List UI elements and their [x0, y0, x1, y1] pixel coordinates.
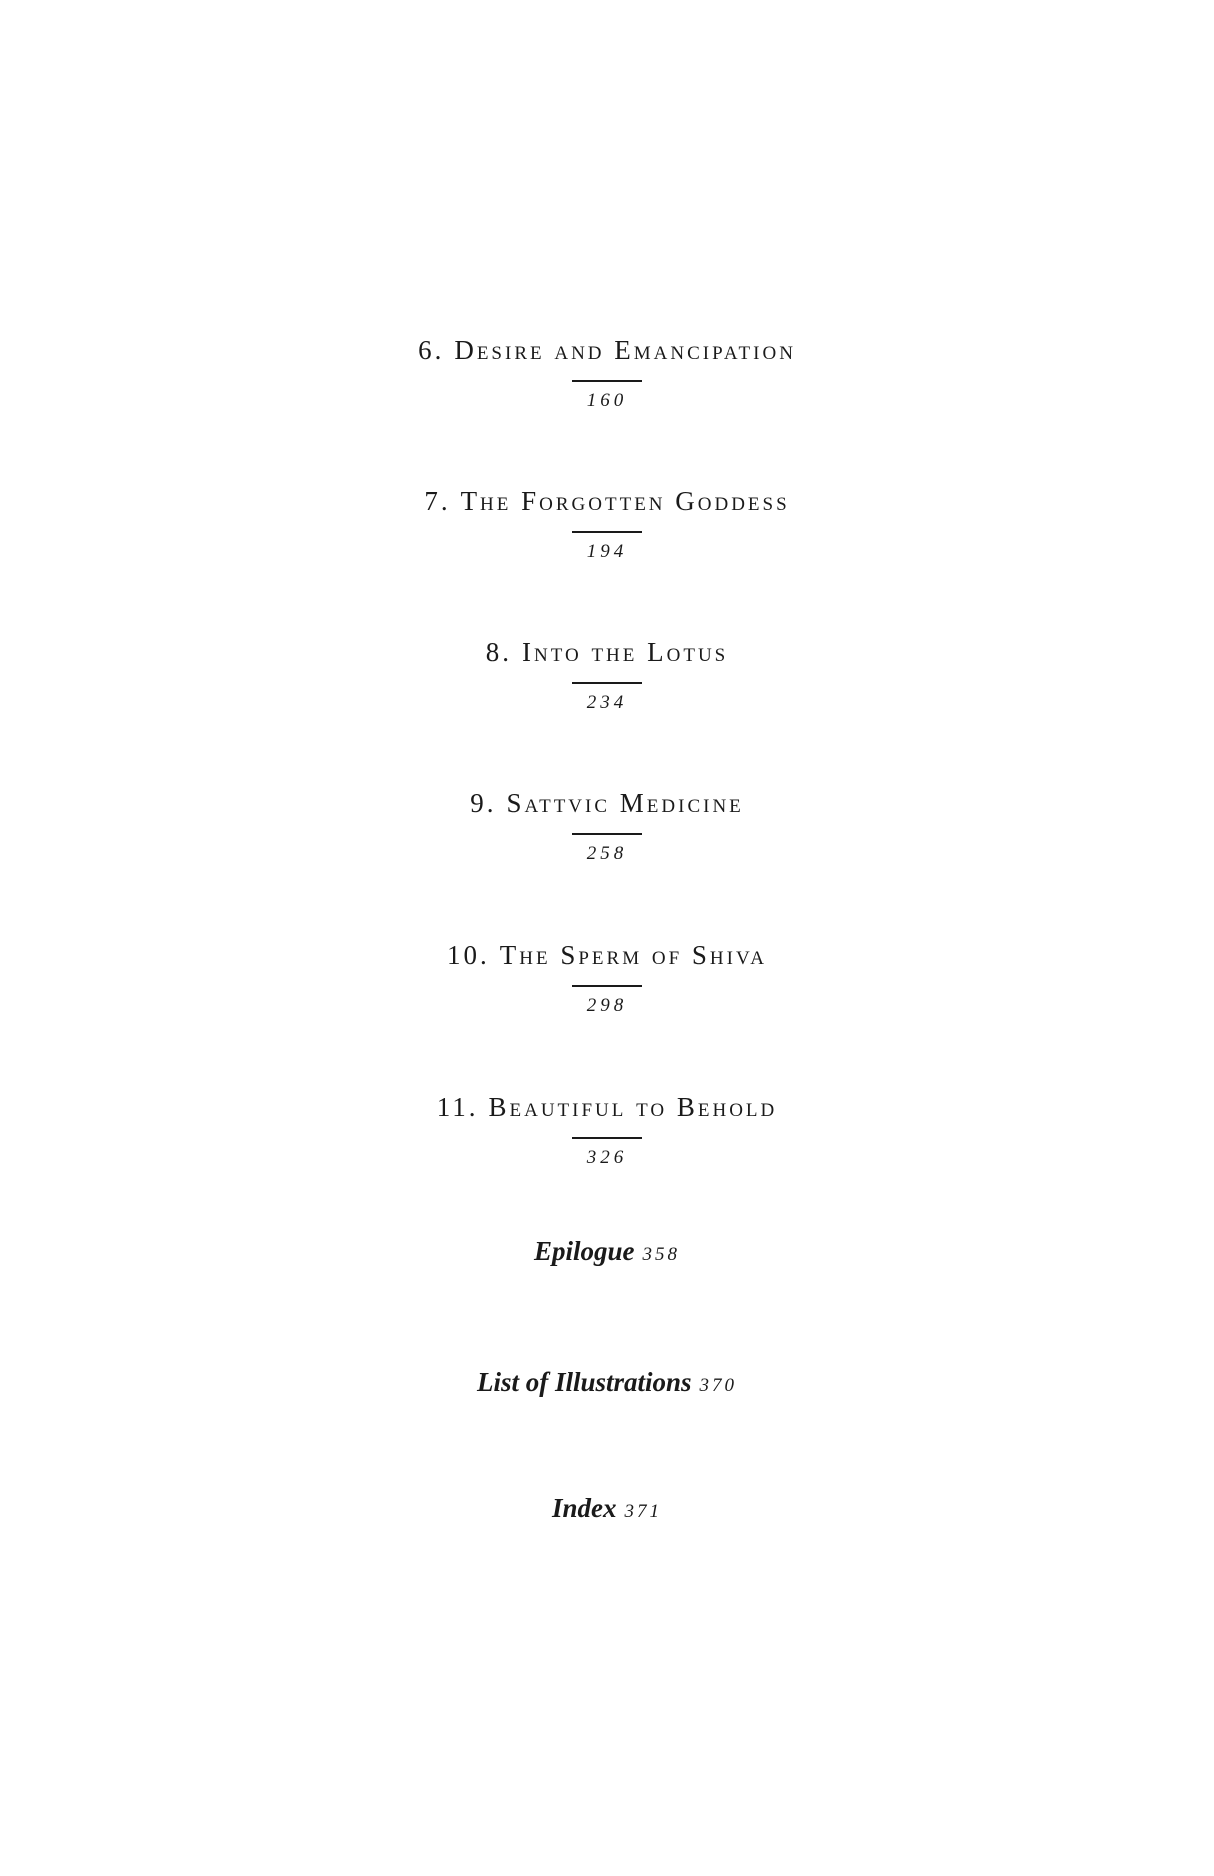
back-matter-title: Index: [551, 1493, 617, 1523]
chapter-title: [0, 335, 1214, 366]
toc-entry-chapter-7: [0, 486, 1214, 563]
chapter-name: Beautiful to Behold: [488, 1092, 778, 1122]
chapter-name: The Sperm of Shiva: [499, 940, 767, 970]
toc-entry-list-of-illustrations: [0, 1367, 1214, 1398]
chapter-page-number: 258: [586, 843, 628, 864]
chapter-title: [0, 788, 1214, 819]
divider-rule: [572, 833, 642, 835]
back-matter-page-number: 370: [699, 1375, 738, 1396]
chapter-name: The Forgotten Goddess: [460, 486, 790, 516]
back-matter-title: List of Illustrations: [476, 1367, 692, 1397]
toc-entry-chapter-10: [0, 940, 1214, 1017]
chapter-page-number: 194: [586, 541, 628, 562]
chapter-page-number: 326: [586, 1147, 628, 1168]
divider-rule: [572, 531, 642, 533]
toc-entry-chapter-8: [0, 637, 1214, 714]
chapter-number: 6.: [418, 335, 445, 365]
chapter-name: Into the Lotus: [522, 637, 729, 667]
toc-entry-chapter-9: [0, 788, 1214, 865]
divider-rule: [572, 682, 642, 684]
back-matter-page-number: 358: [642, 1244, 680, 1265]
toc-entry-epilogue: [0, 1236, 1214, 1267]
divider-rule: [572, 1137, 642, 1139]
chapter-number: 9.: [470, 788, 497, 818]
chapter-title: [0, 1092, 1214, 1123]
toc-entry-index: [0, 1493, 1214, 1524]
chapter-number: 10.: [447, 940, 490, 970]
chapter-name: Sattvic Medicine: [506, 788, 744, 818]
chapter-page-number: 160: [586, 390, 628, 411]
back-matter-page-number: 371: [624, 1501, 662, 1522]
chapter-number: 7.: [424, 486, 451, 516]
chapter-number: 8.: [485, 637, 512, 667]
chapter-title: [0, 486, 1214, 517]
chapter-name: Desire and Emancipation: [454, 335, 796, 365]
chapter-number: 11.: [436, 1092, 479, 1122]
divider-rule: [572, 985, 642, 987]
chapter-page-number: 234: [586, 692, 628, 713]
divider-rule: [572, 380, 642, 382]
toc-entry-chapter-11: [0, 1092, 1214, 1169]
chapter-page-number: 298: [586, 995, 628, 1016]
chapter-title: [0, 637, 1214, 668]
toc-entry-chapter-6: [0, 335, 1214, 412]
back-matter-title: Epilogue: [533, 1236, 635, 1266]
chapter-title: [0, 940, 1214, 971]
